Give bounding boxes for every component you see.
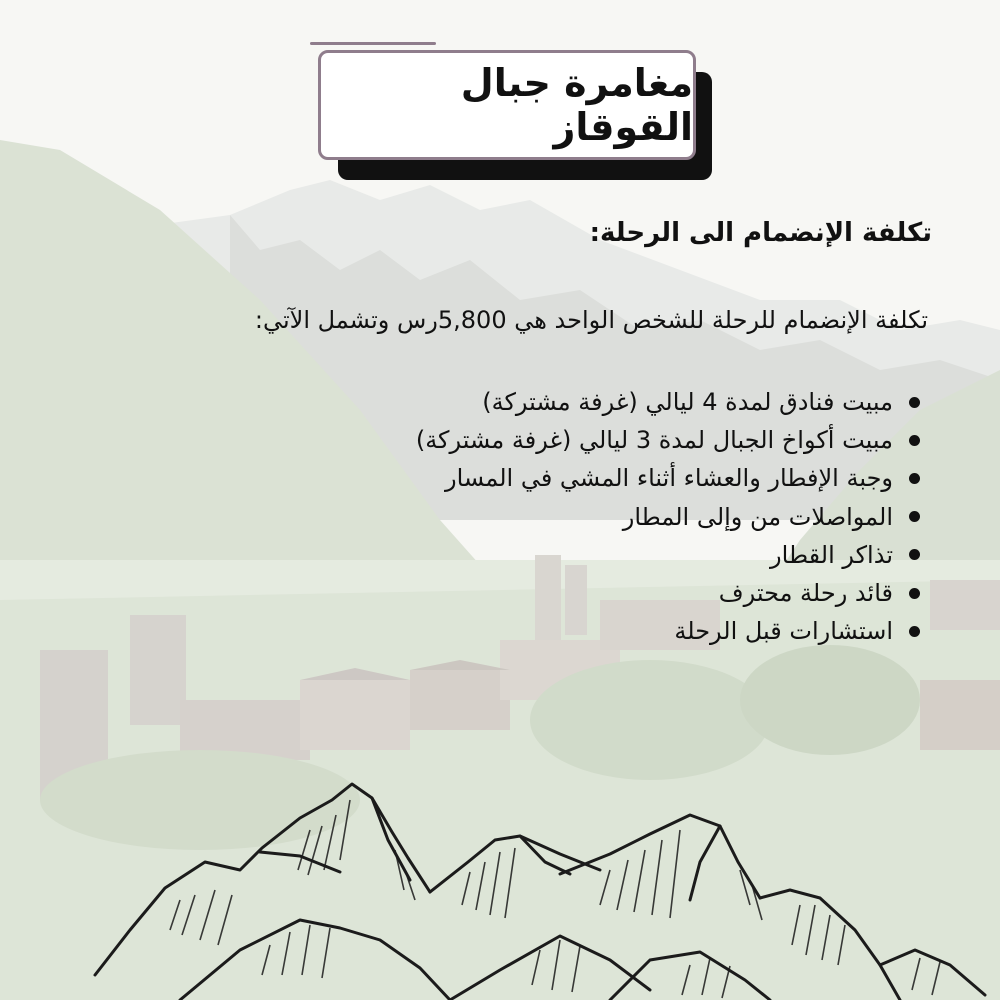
section-heading: تكلفة الإنضمام الى الرحلة: (589, 218, 932, 248)
list-item (200, 536, 920, 574)
list-item (200, 498, 920, 536)
bullet-icon (909, 626, 920, 637)
bullet-icon (909, 511, 920, 522)
list-item-text: استشارات قبل الرحلة (674, 617, 893, 646)
list-item (200, 383, 920, 421)
list-item-text: مبيت فنادق لمدة 4 ليالي (غرفة مشتركة) (482, 388, 893, 417)
bullet-icon (909, 435, 920, 446)
list-item-text: تذاكر القطار (770, 540, 893, 569)
bullet-icon (909, 397, 920, 408)
bullet-icon (909, 473, 920, 484)
bullet-icon (909, 549, 920, 560)
title-accent-line (310, 42, 436, 45)
page-title: مغامرة جبال القوقاز (460, 61, 693, 149)
list-item-text: مبيت أكواخ الجبال لمدة 3 ليالي (غرفة مشتركة) (415, 426, 893, 455)
list-item-text: وجبة الإفطار والعشاء أثناء المشي في المسار (445, 464, 893, 493)
list-item-text: قائد رحلة محترف (718, 579, 893, 608)
includes-list (200, 383, 920, 650)
bullet-icon (909, 588, 920, 599)
list-item (200, 612, 920, 650)
list-item-text: المواصلات من وإلى المطار (622, 502, 893, 531)
list-item (200, 421, 920, 459)
title-card (318, 50, 696, 160)
list-item (200, 459, 920, 497)
cost-intro: تكلفة الإنضمام للرحلة للشخص الواحد هي 5,800رس وتشمل الآتي: (254, 306, 928, 334)
list-item (200, 574, 920, 612)
